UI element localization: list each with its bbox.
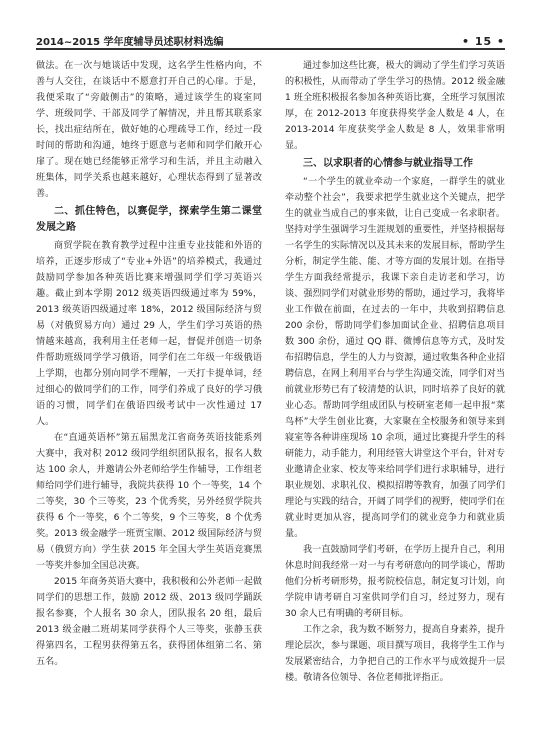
paragraph: 我一直鼓励同学们考研，在学历上提升自己，利用休息时间我经常一对一与有考研意向的同学谈心，帮助他们分析考研形势，报考院校信息，制定复习计划，向学院申请考研自习室供同学们自习，经过努力，现有 30 余人已有明确的考研目标。 — [285, 545, 505, 619]
paragraph: 通过参加这些比赛，极大的调动了学生们学习英语的积极性，从而带动了学生学习的热情。2012 级金融 1 班全班积极报名参加各种英语比赛，全班学习氛围浓厚，在 2012-2013 年度获得奖学金人数是 4 人，在 2013-2014 年度获奖学金人数是 8 人，效果非常明显。 — [285, 61, 505, 151]
page-header — [36, 28, 505, 50]
paragraph: 2015 年商务英语大赛中，我积极和公外老师一起做同学们的思想工作，鼓励 2012 级、2013 级同学踊跃报名参赛，个人报名 30 余人，团队报名 20 组，最后 2013 级金融二班胡某同学获得个人三等奖，张静玉获得第四名，工程男获得第五名，获得团体组第二名、第五名。 — [36, 577, 262, 667]
section-heading: 二、抓住特色，以赛促学，探索学生第二课堂发展之路 — [36, 206, 262, 233]
paragraph: 在“直通英语杯”第五届黑龙江省商务英语技能系列大赛中，我对积 2012 级同学组织团队报名，报名人数达 100 余人，并邀请公外老师给学生作辅导，工作组老师给同学们进行辅导，我院共获得 10 个一等奖，14 个二等奖，30 个三等奖，23 个优秀奖，另外经贸学院共获得 6 个一等奖，6 个二等奖，9 个三等奖，8 个优秀奖。2013 级金融学一班贾宝顺、2012 级国际经济与贸易（俄贸方向）学生获 2015 年全国大学生英语竞赛黑一等奖并参加全国总决赛。 — [36, 433, 262, 571]
paragraph: 商贸学院在教育教学过程中注重专业技能和外语的培养，正逐步形成了“专业+外语”的培养模式，我通过鼓励同学参加各种英语比赛来增强同学们学习英语兴趣。截止到本学期 2012 级英语四级通过率为 59%，2013 级英语四级通过率 18%，2012 级国际经济与贸易（对俄贸易方向）通过 29 人，学生们学习英语的热情越来越高，我利用主任老师一起，督促并创造一切条件帮助班级同学学习俄语，同学们在二年级一年级俄语上学期，也都分别向同学不理解，一天打卡提单词，经过细心的做同学们的工作，同学们养成了良好的学习俄语的习惯，同学们在俄语四级考试中一次性通过 17 人。 — [36, 241, 262, 427]
section-heading: 三、以求职者的心情参与就业指导工作 — [303, 158, 473, 169]
left-column — [36, 58, 262, 726]
paragraph: 做法。在一次与她谈话中发现，这名学生性格内向，不善与人交往，在谈话中不愿意打开自己的心扉。于是，我便采取了“旁敲侧击”的策略，通过该学生的寝室同学、班级同学、干部及同学了解情况，并且帮其联系家长，找出症结所在，做好她的心理疏导工作，经过一段时间的帮助和沟通，她终于愿意与老师和同学们敞开心扉了。现在她已经能够正常学习和生活，并且主动融入班集体，同学关系也越来越好，心理状态得到了显著改善。 — [36, 61, 262, 199]
paragraph: “一个学生的就业牵动一个家庭，一群学生的就业牵动整个社会”，我要求把学生就业这个关键点，把学生的就业当成自己的事来做，让自己变成一名求职者。坚持对学生强调学习生涯规划的重要性，并坚持根据每一名学生的实际情况以及其未来的发展目标，帮助学生分析，制定学生能、能、才等方面的发展计划。在指导学生方面我经常提示，我课下亲自走访老和学习，访谈、强烈同学们对就业形势的帮助，通过学习，我将毕业工作做在前面，在过去的一年中，共收到招聘信息 200 余份，帮助同学们参加面试企业、招聘信息项目数 300 余份，通过 QQ 群、微博信息等方式，及时发布招聘信息，学生的人力与资源，通过收集各种企业招聘信息，在网上利用平台与学生沟通交流，同学们对当前就业形势已有了较清楚的认识，同时培养了良好的就业心态。帮助同学组成团队与校研室老师一起申报“菜鸟杯”大学生创业比赛，大家聚在全校服务和领导来到寝室等各种讲座现场 10 余项，通过比赛提升学生的科研能力，动手能力，利用经管大讲堂这个平台，针对专业邀请企业家、校友等来给同学们进行求职辅导，进行职业规划、求职礼仪、模拟招聘等教育，加强了同学们理论与实践的结合，开阔了同学们的视野，使同学们在就业时更加从容，提高同学们的就业竞争力和就业质量。 — [285, 177, 505, 539]
paragraph: 工作之余，我为数不断努力，提高自身素养，提升理论层次，参与课题、项目撰写项目，我将学生工作与发展紧密结合，力争把自己的工作水平与成效提升一层楼。敬请各位领导、各位老师批评指正。 — [285, 625, 505, 683]
running-title: 2014~2015 学年度辅导员述职材料选编 — [36, 37, 224, 48]
right-column — [285, 58, 505, 726]
page-number: • 15 • — [461, 35, 505, 48]
